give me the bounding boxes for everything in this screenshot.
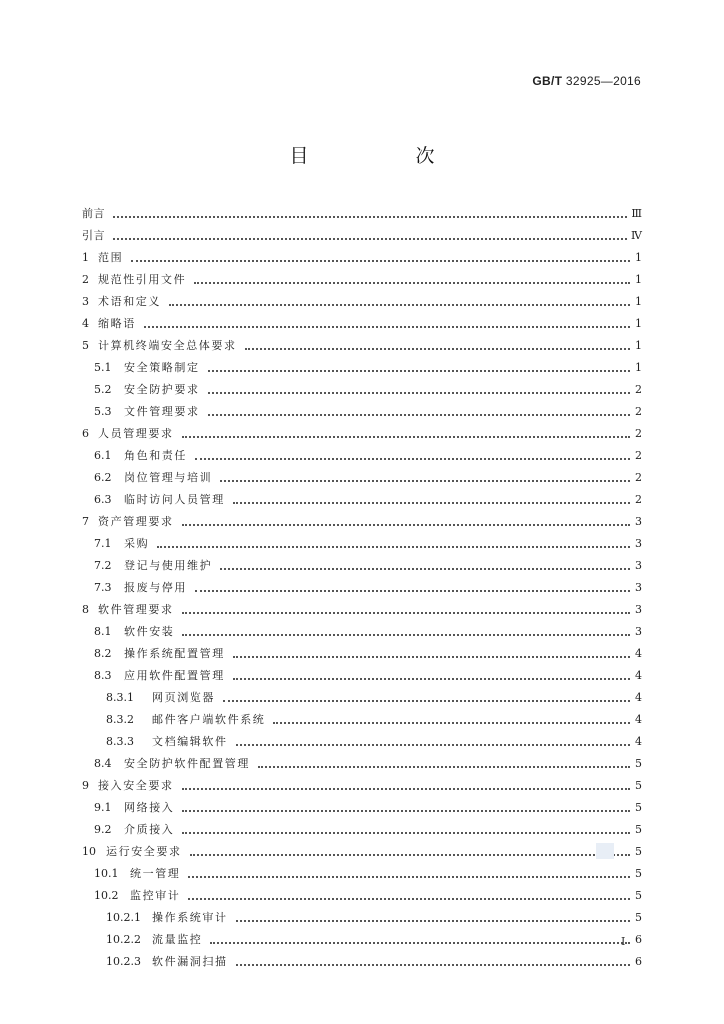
toc-entry[interactable] <box>82 243 642 265</box>
toc-entry-number: 9.1 <box>94 801 112 814</box>
toc-entry[interactable] <box>82 881 642 903</box>
toc-entry-title: 软件安装 <box>124 625 175 638</box>
toc-entry-title: 软件管理要求 <box>98 603 174 616</box>
toc-entry[interactable] <box>82 507 642 529</box>
toc-entry-title: 采购 <box>124 537 150 550</box>
toc-entry[interactable] <box>82 309 642 331</box>
toc-leader-dots <box>182 832 630 834</box>
toc-entry-number: 7.2 <box>94 559 112 572</box>
toc-entry-number: 7.3 <box>94 581 112 594</box>
toc-entry-number: 10.1 <box>94 867 119 880</box>
toc-entry[interactable] <box>82 375 642 397</box>
page-title: 目 次 <box>289 145 479 167</box>
toc-entry-title: 角色和责任 <box>124 449 187 462</box>
toc-entry-number: 6.1 <box>94 449 112 462</box>
toc-leader-dots <box>220 568 630 570</box>
toc-entry-title: 统一管理 <box>130 867 181 880</box>
toc-entry-page: 2 <box>635 405 642 418</box>
toc-entry-page: Ⅳ <box>631 229 642 242</box>
toc-entry-number: 9.2 <box>94 823 112 836</box>
toc-entry-number: 8.3.3 <box>106 735 134 748</box>
toc-leader-dots <box>195 590 630 592</box>
toc-entry-page: 3 <box>635 537 642 550</box>
toc-entry[interactable] <box>82 639 642 661</box>
toc-entry-page: 1 <box>635 251 642 264</box>
toc-entry-page: 1 <box>635 339 642 352</box>
toc-entry-page: 1 <box>635 295 642 308</box>
toc-entry-page: 1 <box>635 317 642 330</box>
toc-entry-title: 邮件客户端软件系统 <box>152 713 266 726</box>
toc-entry-title: 登记与使用维护 <box>124 559 213 572</box>
standard-code <box>532 74 641 88</box>
toc-entry-number: 10 <box>82 845 96 858</box>
toc-entry-title: 引言 <box>82 229 105 242</box>
toc-entry-page: 5 <box>635 911 642 924</box>
toc-entry-page: 6 <box>635 955 642 968</box>
toc-entry-title: 范围 <box>98 251 124 264</box>
toc-entry[interactable] <box>82 287 642 309</box>
toc-entry-number: 10.2.2 <box>106 933 141 946</box>
toc-leader-dots <box>182 612 630 614</box>
toc-leader-dots <box>258 766 630 768</box>
toc-entry-title: 操作系统配置管理 <box>124 647 225 660</box>
toc-entry-page: 5 <box>635 867 642 880</box>
toc-leader-dots <box>236 744 630 746</box>
toc-entry-number: 8 <box>82 603 89 616</box>
toc-leader-dots <box>233 656 630 658</box>
toc-entry-page: 5 <box>635 757 642 770</box>
toc-entry-number: 4 <box>82 317 89 330</box>
toc-entry-title: 安全防护软件配置管理 <box>124 757 250 770</box>
toc-entry-title: 操作系统审计 <box>152 911 228 924</box>
toc-entry-number: 6 <box>82 427 89 440</box>
toc-entry[interactable] <box>82 441 642 463</box>
toc-entry-title: 文件管理要求 <box>124 405 200 418</box>
toc-entry[interactable] <box>82 859 642 881</box>
standard-prefix: GB/T <box>532 74 563 88</box>
toc-entry[interactable] <box>82 331 642 353</box>
toc-entry-number: 6.2 <box>94 471 112 484</box>
toc-entry-title: 前言 <box>82 207 105 220</box>
toc-entry-page: 4 <box>635 691 642 704</box>
toc-entry-page: 3 <box>635 625 642 638</box>
toc-entry-number: 8.3 <box>94 669 112 682</box>
toc-entry-number: 8.1 <box>94 625 112 638</box>
toc-entry[interactable] <box>82 815 642 837</box>
toc-entry-number: 1 <box>82 251 89 264</box>
toc-leader-dots <box>113 238 627 240</box>
toc-entry[interactable] <box>82 749 642 771</box>
toc-entry-page: 1 <box>635 361 642 374</box>
toc-entry[interactable] <box>82 771 642 793</box>
toc-entry-title: 规范性引用文件 <box>98 273 187 286</box>
toc-entry[interactable] <box>82 617 642 639</box>
toc-leader-dots <box>144 326 630 328</box>
toc-leader-dots <box>233 502 630 504</box>
toc-entry[interactable] <box>82 463 642 485</box>
toc-leader-dots <box>194 282 630 284</box>
toc-entry-page: 5 <box>635 823 642 836</box>
toc-entry-title: 安全防护要求 <box>124 383 200 396</box>
toc-entry-title: 应用软件配置管理 <box>124 669 225 682</box>
toc-leader-dots <box>208 370 630 372</box>
toc-entry-title: 文档编辑软件 <box>152 735 228 748</box>
toc-entry-page: 3 <box>635 559 642 572</box>
highlight-mark <box>596 843 614 859</box>
toc-leader-dots <box>182 634 630 636</box>
toc-entry-title: 报废与停用 <box>124 581 187 594</box>
toc-leader-dots <box>182 788 630 790</box>
toc-entry-page: 5 <box>635 889 642 902</box>
toc-entry-title: 监控审计 <box>130 889 181 902</box>
toc-entry[interactable] <box>82 221 642 243</box>
toc-entry-number: 10.2.1 <box>106 911 141 924</box>
toc-entry-number: 2 <box>82 273 89 286</box>
toc-entry-number: 7.1 <box>94 537 112 550</box>
table-of-contents <box>82 199 642 969</box>
toc-entry[interactable] <box>82 199 642 221</box>
page-number: Ⅰ <box>621 935 626 948</box>
toc-entry-number: 8.4 <box>94 757 112 770</box>
toc-entry[interactable] <box>82 551 642 573</box>
toc-entry-page: 3 <box>635 581 642 594</box>
toc-entry-page: 6 <box>635 933 642 946</box>
toc-entry-number: 8.3.2 <box>106 713 134 726</box>
toc-entry-number: 3 <box>82 295 89 308</box>
toc-entry-title: 运行安全要求 <box>106 845 182 858</box>
toc-leader-dots <box>208 392 630 394</box>
toc-entry-number: 10.2.3 <box>106 955 141 968</box>
toc-entry-number: 5.2 <box>94 383 112 396</box>
toc-entry-page: 5 <box>635 845 642 858</box>
toc-entry-number: 8.2 <box>94 647 112 660</box>
toc-leader-dots <box>113 216 627 218</box>
toc-entry[interactable] <box>82 353 642 375</box>
toc-entry-title: 流量监控 <box>152 933 203 946</box>
toc-entry[interactable] <box>82 265 642 287</box>
toc-entry[interactable] <box>82 485 642 507</box>
toc-leader-dots <box>182 436 630 438</box>
toc-entry-page: 4 <box>635 735 642 748</box>
toc-entry-page: 4 <box>635 669 642 682</box>
toc-leader-dots <box>273 722 630 724</box>
standard-number: 32925—2016 <box>565 74 641 88</box>
toc-entry-page: 5 <box>635 801 642 814</box>
toc-entry[interactable] <box>82 595 642 617</box>
toc-entry-number: 7 <box>82 515 89 528</box>
toc-entry-number: 8.3.1 <box>106 691 134 704</box>
toc-entry-title: 临时访问人员管理 <box>124 493 225 506</box>
toc-entry-page: Ⅲ <box>631 207 642 220</box>
toc-entry-number: 5.3 <box>94 405 112 418</box>
toc-leader-dots <box>190 854 630 856</box>
toc-leader-dots <box>169 304 630 306</box>
toc-entry-title: 术语和定义 <box>98 295 161 308</box>
toc-entry[interactable] <box>82 793 642 815</box>
toc-leader-dots <box>220 480 630 482</box>
toc-entry-number: 6.3 <box>94 493 112 506</box>
toc-entry-page: 4 <box>635 647 642 660</box>
toc-entry-page: 2 <box>635 427 642 440</box>
toc-leader-dots <box>245 348 630 350</box>
toc-entry-title: 安全策略制定 <box>124 361 200 374</box>
toc-entry-title: 人员管理要求 <box>98 427 174 440</box>
toc-entry-number: 5 <box>82 339 89 352</box>
toc-entry-title: 网络接入 <box>124 801 175 814</box>
toc-entry-page: 3 <box>635 515 642 528</box>
toc-entry-page: 2 <box>635 493 642 506</box>
toc-leader-dots <box>236 964 630 966</box>
toc-entry[interactable] <box>82 529 642 551</box>
toc-entry-title: 网页浏览器 <box>152 691 215 704</box>
toc-entry-page: 2 <box>635 383 642 396</box>
toc-leader-dots <box>210 942 630 944</box>
toc-entry-number: 5.1 <box>94 361 112 374</box>
toc-entry[interactable] <box>82 947 642 969</box>
toc-entry-page: 3 <box>635 603 642 616</box>
toc-entry-page: 5 <box>635 779 642 792</box>
toc-leader-dots <box>233 678 630 680</box>
toc-entry-title: 岗位管理与培训 <box>124 471 213 484</box>
toc-leader-dots <box>157 546 630 548</box>
toc-entry-page: 4 <box>635 713 642 726</box>
toc-entry-title: 接入安全要求 <box>98 779 174 792</box>
toc-leader-dots <box>195 458 630 460</box>
toc-leader-dots <box>188 876 630 878</box>
toc-entry[interactable] <box>82 837 642 859</box>
toc-leader-dots <box>182 810 630 812</box>
toc-leader-dots <box>182 524 630 526</box>
toc-entry-title: 软件漏洞扫描 <box>152 955 228 968</box>
toc-leader-dots <box>131 260 630 262</box>
toc-entry-page: 2 <box>635 449 642 462</box>
toc-entry[interactable] <box>82 903 642 925</box>
toc-leader-dots <box>236 920 630 922</box>
toc-entry-title: 介质接入 <box>124 823 175 836</box>
toc-entry-title: 计算机终端安全总体要求 <box>98 339 237 352</box>
toc-entry-number: 9 <box>82 779 89 792</box>
toc-leader-dots <box>223 700 630 702</box>
toc-entry-page: 1 <box>635 273 642 286</box>
toc-entry[interactable] <box>82 573 642 595</box>
toc-entry[interactable] <box>82 925 642 947</box>
toc-entry-number: 10.2 <box>94 889 119 902</box>
toc-entry-title: 资产管理要求 <box>98 515 174 528</box>
toc-leader-dots <box>208 414 630 416</box>
toc-entry[interactable] <box>82 661 642 683</box>
toc-entry[interactable] <box>82 419 642 441</box>
toc-entry-title: 缩略语 <box>98 317 136 330</box>
toc-leader-dots <box>188 898 630 900</box>
toc-entry[interactable] <box>82 397 642 419</box>
toc-entry[interactable] <box>82 727 642 749</box>
toc-entry[interactable] <box>82 705 642 727</box>
toc-entry-page: 2 <box>635 471 642 484</box>
toc-entry[interactable] <box>82 683 642 705</box>
